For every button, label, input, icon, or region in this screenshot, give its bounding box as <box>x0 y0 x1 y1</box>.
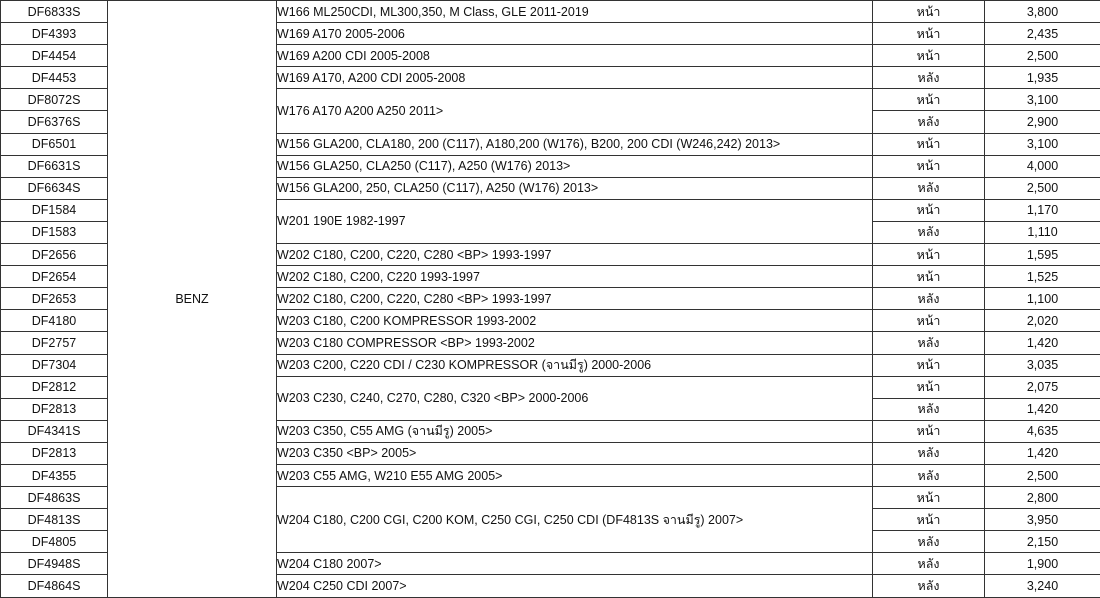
position-cell: หลัง <box>873 531 985 553</box>
position-cell: หลัง <box>873 442 985 464</box>
position-cell: หลัง <box>873 177 985 199</box>
price-cell: 1,420 <box>985 442 1100 464</box>
price-cell: 1,525 <box>985 266 1100 288</box>
position-cell: หน้า <box>873 45 985 67</box>
price-cell: 1,110 <box>985 221 1100 243</box>
part-code-cell: DF8072S <box>1 89 108 111</box>
part-code-cell: DF2654 <box>1 266 108 288</box>
model-cell: W204 C180, C200 CGI, C200 KOM, C250 CGI, C250 CDI (DF4813S จานมีรู) 2007> <box>277 487 873 553</box>
part-code-cell: DF2813 <box>1 398 108 420</box>
part-code-cell: DF4180 <box>1 310 108 332</box>
part-code-cell: DF4948S <box>1 553 108 575</box>
model-cell: W156 GLA250, CLA250 (C117), A250 (W176) 2013> <box>277 155 873 177</box>
position-cell: หน้า <box>873 89 985 111</box>
price-cell: 1,170 <box>985 199 1100 221</box>
price-cell: 1,100 <box>985 288 1100 310</box>
position-cell: หลัง <box>873 67 985 89</box>
model-cell: W203 C350 <BP> 2005> <box>277 442 873 464</box>
part-code-cell: DF4863S <box>1 487 108 509</box>
model-cell: W204 C250 CDI 2007> <box>277 575 873 597</box>
model-cell: W169 A170 2005-2006 <box>277 23 873 45</box>
price-cell: 1,900 <box>985 553 1100 575</box>
position-cell: หน้า <box>873 199 985 221</box>
model-cell: W201 190E 1982-1997 <box>277 199 873 243</box>
model-cell: W203 C55 AMG, W210 E55 AMG 2005> <box>277 464 873 486</box>
model-cell: W202 C180, C200, C220 1993-1997 <box>277 266 873 288</box>
position-cell: หน้า <box>873 376 985 398</box>
part-code-cell: DF7304 <box>1 354 108 376</box>
part-code-cell: DF4864S <box>1 575 108 597</box>
model-cell: W203 C180, C200 KOMPRESSOR 1993-2002 <box>277 310 873 332</box>
price-cell: 2,900 <box>985 111 1100 133</box>
model-cell: W166 ML250CDI, ML300,350, M Class, GLE 2011-2019 <box>277 1 873 23</box>
position-cell: หน้า <box>873 420 985 442</box>
model-cell: W156 GLA200, CLA180, 200 (C117), A180,200 (W176), B200, 200 CDI (W246,242) 2013> <box>277 133 873 155</box>
position-cell: หลัง <box>873 553 985 575</box>
price-cell: 2,500 <box>985 464 1100 486</box>
part-code-cell: DF4805 <box>1 531 108 553</box>
model-cell: W203 C230, C240, C270, C280, C320 <BP> 2000-2006 <box>277 376 873 420</box>
price-cell: 2,500 <box>985 177 1100 199</box>
part-code-cell: DF4341S <box>1 420 108 442</box>
part-code-cell: DF6634S <box>1 177 108 199</box>
price-cell: 3,800 <box>985 1 1100 23</box>
part-code-cell: DF4454 <box>1 45 108 67</box>
part-code-cell: DF2656 <box>1 244 108 266</box>
position-cell: หลัง <box>873 398 985 420</box>
part-code-cell: DF2813 <box>1 442 108 464</box>
part-code-cell: DF1583 <box>1 221 108 243</box>
model-cell: W176 A170 A200 A250 2011> <box>277 89 873 133</box>
price-cell: 2,150 <box>985 531 1100 553</box>
part-code-cell: DF2757 <box>1 332 108 354</box>
position-cell: หลัง <box>873 575 985 597</box>
model-cell: W156 GLA200, 250, CLA250 (C117), A250 (W176) 2013> <box>277 177 873 199</box>
part-code-cell: DF4453 <box>1 67 108 89</box>
price-cell: 2,075 <box>985 376 1100 398</box>
position-cell: หลัง <box>873 332 985 354</box>
model-cell: W203 C180 COMPRESSOR <BP> 1993-2002 <box>277 332 873 354</box>
position-cell: หน้า <box>873 509 985 531</box>
position-cell: หน้า <box>873 487 985 509</box>
part-code-cell: DF6501 <box>1 133 108 155</box>
part-code-cell: DF6631S <box>1 155 108 177</box>
price-cell: 3,950 <box>985 509 1100 531</box>
part-code-cell: DF4813S <box>1 509 108 531</box>
position-cell: หน้า <box>873 133 985 155</box>
price-cell: 1,935 <box>985 67 1100 89</box>
price-cell: 1,420 <box>985 332 1100 354</box>
part-code-cell: DF4393 <box>1 23 108 45</box>
position-cell: หลัง <box>873 288 985 310</box>
model-cell: W204 C180 2007> <box>277 553 873 575</box>
part-code-cell: DF4355 <box>1 464 108 486</box>
price-cell: 1,420 <box>985 398 1100 420</box>
price-cell: 4,635 <box>985 420 1100 442</box>
position-cell: หน้า <box>873 266 985 288</box>
model-cell: W169 A200 CDI 2005-2008 <box>277 45 873 67</box>
brand-cell: BENZ <box>108 1 277 598</box>
position-cell: หน้า <box>873 310 985 332</box>
model-cell: W203 C350, C55 AMG (จานมีรู) 2005> <box>277 420 873 442</box>
part-code-cell: DF1584 <box>1 199 108 221</box>
position-cell: หลัง <box>873 221 985 243</box>
price-cell: 3,240 <box>985 575 1100 597</box>
price-cell: 4,000 <box>985 155 1100 177</box>
price-cell: 1,595 <box>985 244 1100 266</box>
table-row <box>1 1 1100 23</box>
position-cell: หน้า <box>873 1 985 23</box>
part-code-cell: DF6376S <box>1 111 108 133</box>
price-cell: 3,100 <box>985 133 1100 155</box>
part-code-cell: DF6833S <box>1 1 108 23</box>
price-cell: 2,435 <box>985 23 1100 45</box>
position-cell: หน้า <box>873 354 985 376</box>
price-cell: 2,800 <box>985 487 1100 509</box>
model-cell: W202 C180, C200, C220, C280 <BP> 1993-1997 <box>277 288 873 310</box>
model-cell: W169 A170, A200 CDI 2005-2008 <box>277 67 873 89</box>
model-cell: W202 C180, C200, C220, C280 <BP> 1993-1997 <box>277 244 873 266</box>
part-code-cell: DF2812 <box>1 376 108 398</box>
model-cell: W203 C200, C220 CDI / C230 KOMPRESSOR (จานมีรู) 2000-2006 <box>277 354 873 376</box>
position-cell: หน้า <box>873 23 985 45</box>
position-cell: หลัง <box>873 111 985 133</box>
price-cell: 2,020 <box>985 310 1100 332</box>
price-cell: 3,035 <box>985 354 1100 376</box>
position-cell: หน้า <box>873 155 985 177</box>
price-cell: 3,100 <box>985 89 1100 111</box>
position-cell: หน้า <box>873 244 985 266</box>
position-cell: หลัง <box>873 464 985 486</box>
price-cell: 2,500 <box>985 45 1100 67</box>
part-code-cell: DF2653 <box>1 288 108 310</box>
